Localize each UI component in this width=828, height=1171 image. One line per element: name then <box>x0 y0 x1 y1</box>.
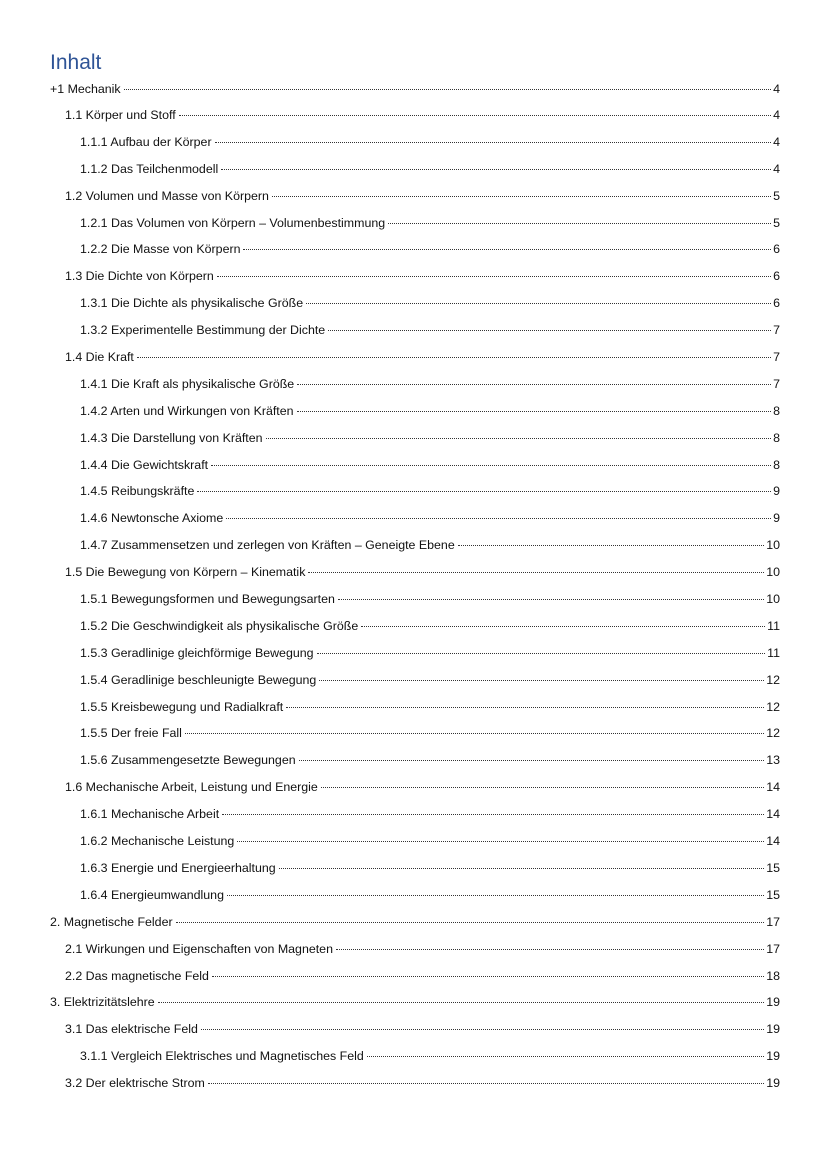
toc-entry-label: 1.2 Volumen und Masse von Körpern <box>65 188 269 203</box>
toc-entry-label: 1.1.1 Aufbau der Körper <box>80 134 212 149</box>
toc-entry[interactable] <box>50 478 780 505</box>
toc-dot-leader <box>308 572 764 573</box>
toc-entry-label: 1.4.1 Die Kraft als physikalische Größe <box>80 376 295 391</box>
toc-entry-label: 1.4.3 Die Darstellung von Kräften <box>80 430 263 445</box>
toc-page-number: 17 <box>766 914 780 929</box>
toc-page-number: 19 <box>766 995 780 1010</box>
toc-page-number: 18 <box>766 968 780 983</box>
toc-page-number: 6 <box>773 296 780 311</box>
toc-title: Inhalt <box>50 51 102 74</box>
toc-page-number: 19 <box>766 1049 780 1064</box>
toc-page-number: 8 <box>773 403 780 418</box>
toc-page-number: 12 <box>766 672 780 687</box>
toc-dot-leader <box>458 545 764 546</box>
toc-dot-leader <box>361 626 765 627</box>
toc-dot-leader <box>299 760 765 761</box>
toc-entry-label: 1.5.2 Die Geschwindigkeit als physikalische Größe <box>80 618 359 633</box>
toc-dot-leader <box>217 276 771 277</box>
toc-dot-leader <box>367 1056 764 1057</box>
toc-page-number: 9 <box>773 511 780 526</box>
toc-page-number: 12 <box>766 699 780 714</box>
toc-entry[interactable] <box>50 129 780 156</box>
toc-entry-label: 1.4.5 Reibungskräfte <box>80 484 195 499</box>
toc-dot-leader <box>208 1083 764 1084</box>
toc-entry[interactable] <box>50 210 780 237</box>
toc-entry-label: 1.4.4 Die Gewichtskraft <box>80 457 209 472</box>
toc-dot-leader <box>306 303 771 304</box>
toc-dot-leader <box>297 411 772 412</box>
toc-page-number: 7 <box>773 376 780 391</box>
toc-dot-leader <box>338 599 764 600</box>
toc-page-number: 14 <box>766 780 780 795</box>
toc-entry[interactable] <box>50 1016 780 1043</box>
toc-entry[interactable] <box>50 532 780 559</box>
toc-dot-leader <box>197 491 771 492</box>
toc-entry[interactable] <box>50 371 780 398</box>
toc-entry[interactable] <box>50 559 780 586</box>
toc-entry[interactable] <box>50 613 780 640</box>
toc-entry[interactable] <box>50 963 780 990</box>
toc-page-number: 8 <box>773 457 780 472</box>
toc-entry[interactable] <box>50 882 780 909</box>
toc-entry-label: 1.5.5 Kreisbewegung und Radialkraft <box>80 699 284 714</box>
toc-entry[interactable] <box>50 694 780 721</box>
toc-entry-label: 3. Elektrizitätslehre <box>50 995 155 1010</box>
toc-entry-label: 1.6 Mechanische Arbeit, Leistung und Energie <box>65 780 318 795</box>
toc-page-number: 7 <box>773 323 780 338</box>
toc-entry-label: 1.3.1 Die Dichte als physikalische Größe <box>80 296 304 311</box>
toc-entry[interactable] <box>50 828 780 855</box>
toc-dot-leader <box>221 169 771 170</box>
toc-page-number: 4 <box>773 108 780 122</box>
toc-dot-leader <box>201 1029 764 1030</box>
toc-entry-label: 1.4.6 Newtonsche Axiome <box>80 511 224 526</box>
toc-entry[interactable] <box>50 747 780 774</box>
toc-page-number: 11 <box>767 645 780 660</box>
toc-page-number: 6 <box>773 269 780 284</box>
toc-entry-label: 1.6.1 Mechanische Arbeit <box>80 807 220 822</box>
toc-entry-label: 3.2 Der elektrische Strom <box>65 1076 205 1091</box>
toc-entry[interactable] <box>50 667 780 694</box>
toc-dot-leader <box>279 868 765 869</box>
toc-page-number: 6 <box>773 242 780 257</box>
toc-dot-leader <box>227 895 764 896</box>
toc-entry[interactable] <box>50 452 780 479</box>
toc-entry[interactable] <box>50 774 780 801</box>
toc-entry-label: 3.1.1 Vergleich Elektrisches und Magnetisches Feld <box>80 1049 364 1064</box>
toc-page-number: 14 <box>766 834 780 849</box>
toc-entry-label: 1.5.6 Zusammengesetzte Bewegungen <box>80 753 296 768</box>
toc-entry[interactable] <box>50 398 780 425</box>
toc-entry[interactable] <box>50 640 780 667</box>
toc-dot-leader <box>222 814 764 815</box>
toc-dot-leader <box>124 89 771 90</box>
toc-entry-label: 1.5.1 Bewegungsformen und Bewegungsarten <box>80 592 335 607</box>
toc-page-number: 10 <box>766 538 780 553</box>
toc-entry-label: 1.3 Die Dichte von Körpern <box>65 269 214 284</box>
toc-entry-label: 1.5.5 Der freie Fall <box>80 726 182 741</box>
table-of-contents <box>50 76 780 1097</box>
toc-page-number: 11 <box>767 618 780 633</box>
toc-dot-leader <box>266 438 772 439</box>
toc-dot-leader <box>176 922 765 923</box>
toc-entry[interactable] <box>50 156 780 183</box>
toc-entry-label: 1.3.2 Experimentelle Bestimmung der Dichte <box>80 323 326 338</box>
toc-entry[interactable] <box>50 586 780 613</box>
toc-entry[interactable] <box>50 720 780 747</box>
toc-page-number: 9 <box>773 484 780 499</box>
toc-page-number: 5 <box>773 215 780 230</box>
toc-page-number: 10 <box>766 565 780 580</box>
toc-entry-label: +1 Mechanik <box>50 82 121 96</box>
toc-page-number: 13 <box>766 753 780 768</box>
toc-entry-label: 1.4 Die Kraft <box>65 350 134 365</box>
toc-entry[interactable] <box>50 236 780 263</box>
toc-dot-leader <box>226 518 771 519</box>
toc-entry-label: 1.4.7 Zusammensetzen und zerlegen von Kräften – Geneigte Ebene <box>80 538 455 553</box>
toc-page-number: 10 <box>766 592 780 607</box>
toc-entry-label: 1.6.4 Energieumwandlung <box>80 887 224 902</box>
toc-dot-leader <box>179 115 771 116</box>
toc-entry[interactable] <box>50 344 780 371</box>
toc-entry-label: 2.2 Das magnetische Feld <box>65 968 209 983</box>
toc-page-number: 8 <box>773 430 780 445</box>
toc-entry-label: 1.2.2 Die Masse von Körpern <box>80 242 241 257</box>
toc-entry-label: 3.1 Das elektrische Feld <box>65 1022 198 1037</box>
toc-page-number: 5 <box>773 188 780 203</box>
toc-entry-label: 2. Magnetische Felder <box>50 914 173 929</box>
toc-entry-label: 1.5.3 Geradlinige gleichförmige Bewegung <box>80 645 314 660</box>
toc-dot-leader <box>336 949 764 950</box>
toc-page-number: 14 <box>766 807 780 822</box>
toc-dot-leader <box>237 841 764 842</box>
toc-page-number: 12 <box>766 726 780 741</box>
toc-page-number: 17 <box>766 941 780 956</box>
toc-entry-label: 2.1 Wirkungen und Eigenschaften von Magneten <box>65 941 333 956</box>
toc-entry-label: 1.1 Körper und Stoff <box>65 108 176 122</box>
toc-entry[interactable] <box>50 1043 780 1070</box>
toc-entry[interactable] <box>50 425 780 452</box>
toc-page-number: 4 <box>773 82 780 96</box>
toc-dot-leader <box>317 653 766 654</box>
toc-entry[interactable] <box>50 909 780 936</box>
toc-page-number: 19 <box>766 1076 780 1091</box>
toc-entry-label: 1.6.2 Mechanische Leistung <box>80 834 235 849</box>
toc-page-number: 19 <box>766 1022 780 1037</box>
toc-entry-label: 1.2.1 Das Volumen von Körpern – Volumenbestimmung <box>80 215 386 230</box>
toc-dot-leader <box>297 384 771 385</box>
toc-entry[interactable] <box>50 855 780 882</box>
toc-dot-leader <box>319 680 764 681</box>
toc-dot-leader <box>243 249 771 250</box>
toc-entry[interactable] <box>50 102 780 129</box>
toc-entry[interactable] <box>50 989 780 1016</box>
toc-dot-leader <box>286 707 764 708</box>
toc-dot-leader <box>215 142 772 143</box>
toc-entry[interactable] <box>50 76 780 102</box>
toc-entry-label: 1.5.4 Geradlinige beschleunigte Bewegung <box>80 672 317 687</box>
toc-page-number: 15 <box>766 860 780 875</box>
toc-dot-leader <box>328 330 771 331</box>
toc-entry[interactable] <box>50 505 780 532</box>
toc-entry[interactable] <box>50 936 780 963</box>
toc-entry[interactable] <box>50 1070 780 1097</box>
toc-entry-label: 1.1.2 Das Teilchenmodell <box>80 161 219 176</box>
toc-entry-label: 1.6.3 Energie und Energieerhaltung <box>80 860 276 875</box>
toc-dot-leader <box>272 196 771 197</box>
toc-page-number: 4 <box>773 161 780 176</box>
toc-entry[interactable] <box>50 801 780 828</box>
toc-entry-label: 1.4.2 Arten und Wirkungen von Kräften <box>80 403 294 418</box>
toc-entry-label: 1.5 Die Bewegung von Körpern – Kinematik <box>65 565 306 580</box>
toc-dot-leader <box>137 357 771 358</box>
toc-entry[interactable] <box>50 290 780 317</box>
toc-dot-leader <box>212 976 764 977</box>
toc-entry[interactable] <box>50 263 780 290</box>
toc-page-number: 4 <box>773 134 780 149</box>
toc-dot-leader <box>211 465 771 466</box>
toc-dot-leader <box>388 223 771 224</box>
toc-page-number: 15 <box>766 887 780 902</box>
toc-entry[interactable] <box>50 317 780 344</box>
toc-dot-leader <box>185 733 764 734</box>
toc-dot-leader <box>321 787 764 788</box>
toc-page-number: 7 <box>773 350 780 365</box>
toc-entry[interactable] <box>50 183 780 210</box>
toc-dot-leader <box>158 1002 765 1003</box>
